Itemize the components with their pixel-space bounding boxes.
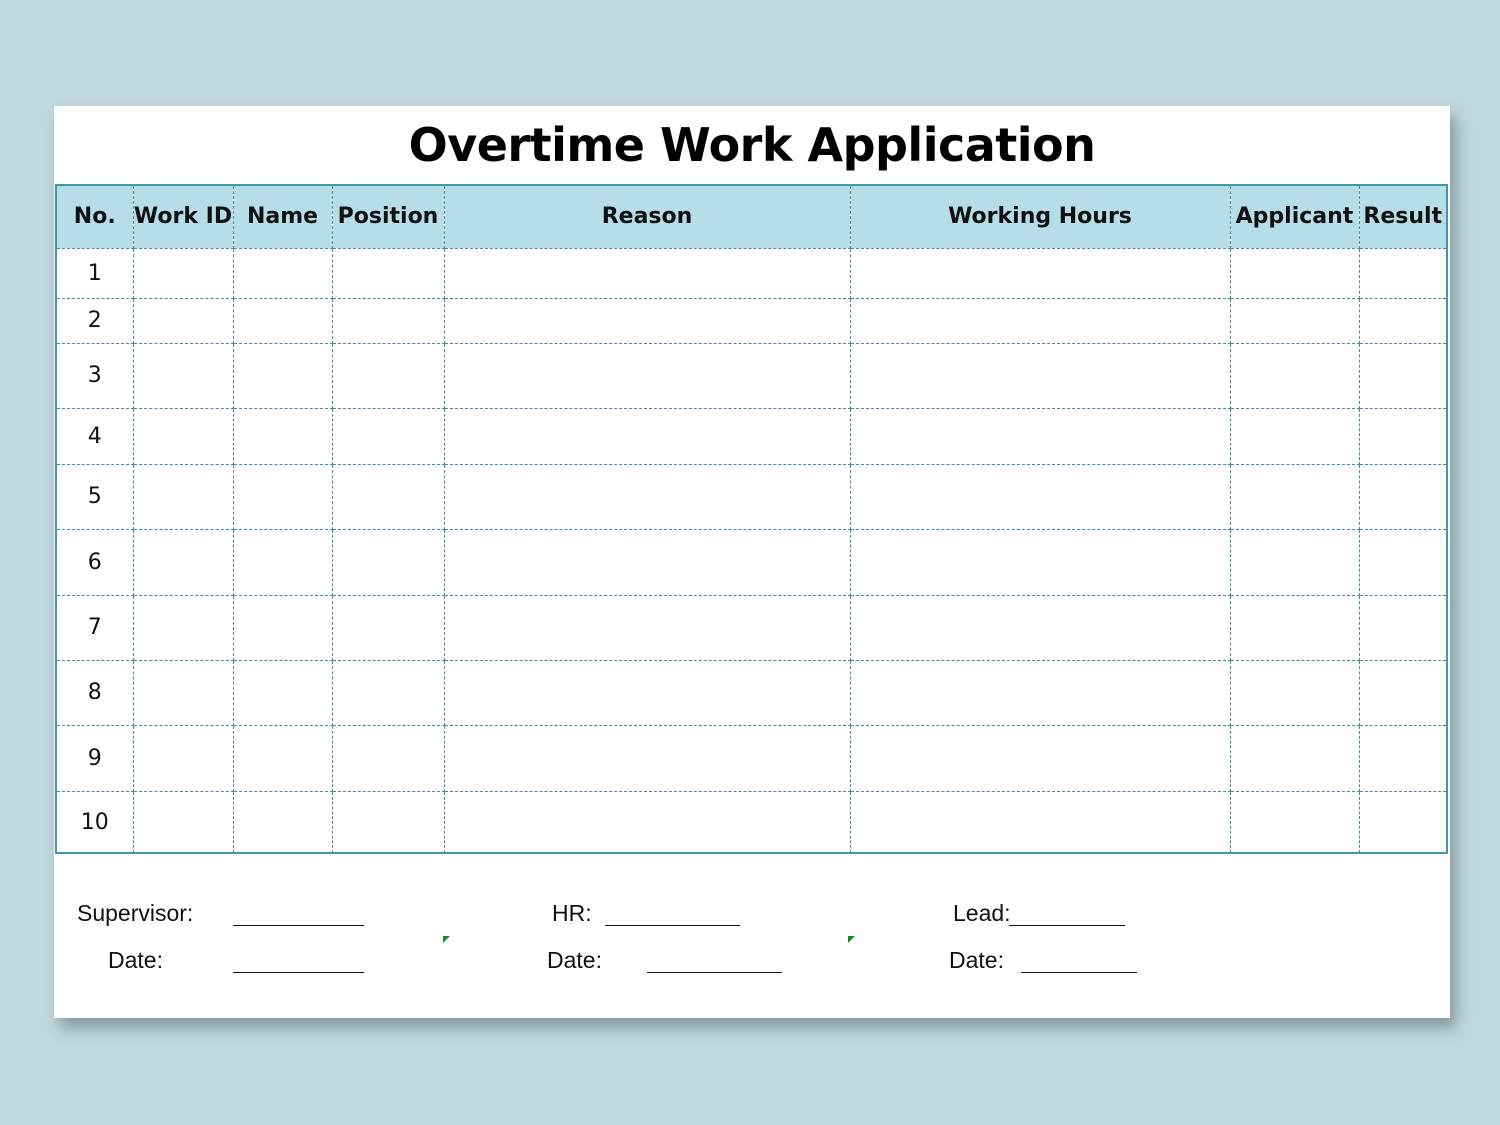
result-cell[interactable] <box>1359 298 1446 343</box>
working-hours-cell[interactable] <box>850 660 1230 725</box>
row-number: 1 <box>57 248 133 298</box>
row-number: 4 <box>57 408 133 464</box>
table-row <box>57 529 1446 595</box>
row-number: 2 <box>57 298 133 343</box>
work-id-cell[interactable] <box>133 725 233 791</box>
applicant-cell[interactable] <box>1230 248 1359 298</box>
position-cell[interactable] <box>332 298 444 343</box>
applicant-cell[interactable] <box>1230 298 1359 343</box>
name-cell[interactable] <box>233 725 332 791</box>
table-row <box>57 464 1446 529</box>
hr-date-label: Date: <box>547 947 602 973</box>
reason-cell[interactable] <box>444 725 850 791</box>
position-cell[interactable] <box>332 595 444 660</box>
column-header-work-id: Work ID <box>133 186 233 248</box>
name-cell[interactable] <box>233 343 332 408</box>
work-id-cell[interactable] <box>133 298 233 343</box>
row-number: 3 <box>57 343 133 408</box>
result-cell[interactable] <box>1359 248 1446 298</box>
row-number: 6 <box>57 529 133 595</box>
working-hours-cell[interactable] <box>850 791 1230 853</box>
result-cell[interactable] <box>1359 660 1446 725</box>
reason-cell[interactable] <box>444 248 850 298</box>
column-header-no: No. <box>57 186 133 248</box>
work-id-cell[interactable] <box>133 248 233 298</box>
hr-label: HR: <box>552 900 592 926</box>
reason-cell[interactable] <box>444 529 850 595</box>
applicant-cell[interactable] <box>1230 595 1359 660</box>
working-hours-cell[interactable] <box>850 464 1230 529</box>
applicant-cell[interactable] <box>1230 529 1359 595</box>
supervisor-date-line[interactable] <box>233 972 364 973</box>
name-cell[interactable] <box>233 791 332 853</box>
working-hours-cell[interactable] <box>850 248 1230 298</box>
overtime-table <box>55 184 1448 854</box>
applicant-cell[interactable] <box>1230 791 1359 853</box>
work-id-cell[interactable] <box>133 595 233 660</box>
row-number: 5 <box>57 464 133 529</box>
row-number: 8 <box>57 660 133 725</box>
table-row <box>57 343 1446 408</box>
working-hours-cell[interactable] <box>850 298 1230 343</box>
working-hours-cell[interactable] <box>850 408 1230 464</box>
position-cell[interactable] <box>332 464 444 529</box>
form-sheet <box>54 106 1450 1018</box>
table-row <box>57 660 1446 725</box>
supervisor-date-label: Date: <box>108 947 163 973</box>
applicant-cell[interactable] <box>1230 660 1359 725</box>
row-number: 9 <box>57 725 133 791</box>
working-hours-cell[interactable] <box>850 343 1230 408</box>
working-hours-cell[interactable] <box>850 725 1230 791</box>
work-id-cell[interactable] <box>133 791 233 853</box>
position-cell[interactable] <box>332 660 444 725</box>
name-cell[interactable] <box>233 529 332 595</box>
table-row <box>57 595 1446 660</box>
name-cell[interactable] <box>233 464 332 529</box>
table-row <box>57 248 1446 298</box>
lead-signature-line[interactable] <box>1009 925 1125 926</box>
reason-cell[interactable] <box>444 464 850 529</box>
name-cell[interactable] <box>233 595 332 660</box>
work-id-cell[interactable] <box>133 660 233 725</box>
column-header-reason: Reason <box>444 186 850 248</box>
signature-section <box>54 856 1450 1018</box>
reason-cell[interactable] <box>444 660 850 725</box>
position-cell[interactable] <box>332 529 444 595</box>
form-title: Overtime Work Application <box>408 118 1096 172</box>
result-cell[interactable] <box>1359 791 1446 853</box>
result-cell[interactable] <box>1359 725 1446 791</box>
work-id-cell[interactable] <box>133 343 233 408</box>
hr-date-line[interactable] <box>647 972 782 973</box>
cell-marker-icon <box>443 936 450 943</box>
work-id-cell[interactable] <box>133 464 233 529</box>
result-cell[interactable] <box>1359 595 1446 660</box>
row-number: 10 <box>57 791 133 853</box>
name-cell[interactable] <box>233 660 332 725</box>
applicant-cell[interactable] <box>1230 408 1359 464</box>
position-cell[interactable] <box>332 725 444 791</box>
column-header-position: Position <box>332 186 444 248</box>
table-header-row <box>57 186 1446 248</box>
applicant-cell[interactable] <box>1230 343 1359 408</box>
work-id-cell[interactable] <box>133 529 233 595</box>
position-cell[interactable] <box>332 343 444 408</box>
reason-cell[interactable] <box>444 791 850 853</box>
table-row <box>57 791 1446 853</box>
column-header-working-hours: Working Hours <box>850 186 1230 248</box>
name-cell[interactable] <box>233 248 332 298</box>
cell-marker-icon <box>848 936 855 943</box>
working-hours-cell[interactable] <box>850 595 1230 660</box>
table-row <box>57 408 1446 464</box>
lead-label: Lead: <box>953 900 1011 926</box>
table-row <box>57 725 1446 791</box>
row-number: 7 <box>57 595 133 660</box>
position-cell[interactable] <box>332 248 444 298</box>
working-hours-cell[interactable] <box>850 529 1230 595</box>
reason-cell[interactable] <box>444 408 850 464</box>
column-header-result: Result <box>1359 186 1446 248</box>
applicant-cell[interactable] <box>1230 464 1359 529</box>
column-header-name: Name <box>233 186 332 248</box>
reason-cell[interactable] <box>444 595 850 660</box>
result-cell[interactable] <box>1359 343 1446 408</box>
position-cell[interactable] <box>332 408 444 464</box>
column-header-applicant: Applicant <box>1230 186 1359 248</box>
reason-cell[interactable] <box>444 343 850 408</box>
name-cell[interactable] <box>233 298 332 343</box>
supervisor-label: Supervisor: <box>77 900 194 926</box>
position-cell[interactable] <box>332 791 444 853</box>
result-cell[interactable] <box>1359 529 1446 595</box>
lead-date-line[interactable] <box>1021 972 1137 973</box>
reason-cell[interactable] <box>444 298 850 343</box>
name-cell[interactable] <box>233 408 332 464</box>
hr-signature-line[interactable] <box>605 925 740 926</box>
work-id-cell[interactable] <box>133 408 233 464</box>
table-row <box>57 298 1446 343</box>
result-cell[interactable] <box>1359 408 1446 464</box>
result-cell[interactable] <box>1359 464 1446 529</box>
applicant-cell[interactable] <box>1230 725 1359 791</box>
supervisor-signature-line[interactable] <box>233 925 364 926</box>
lead-date-label: Date: <box>949 947 1004 973</box>
